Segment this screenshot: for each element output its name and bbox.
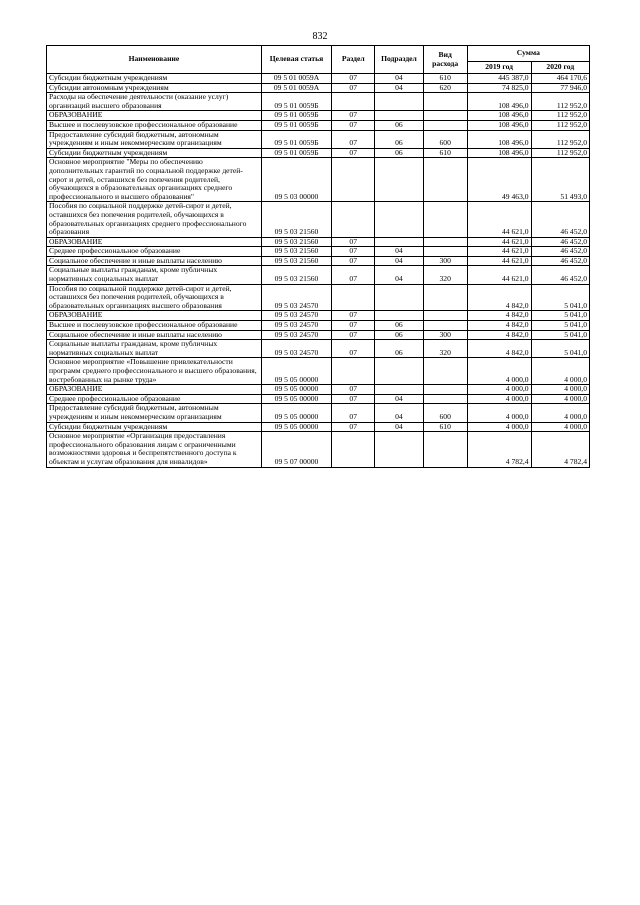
row-expense-type [423,358,467,385]
row-name: Субсидии бюджетным учреждениям [47,74,262,84]
row-sum-2020: 5 041,0 [531,340,589,358]
row-article: 09 5 03 21560 [261,202,331,237]
row-article: 09 5 03 00000 [261,158,331,202]
row-sum-2019: 49 463,0 [467,158,531,202]
row-sum-2019: 4 000,0 [467,358,531,385]
row-sum-2019: 4 842,0 [467,284,531,311]
row-name: ОБРАЗОВАНИЕ [47,111,262,121]
row-subsection: 04 [375,256,423,266]
row-name: Субсидии автономным учреждениям [47,83,262,93]
row-section: 07 [332,237,375,247]
table-row [47,284,590,311]
row-name: ОБРАЗОВАНИЕ [47,311,262,321]
row-subsection: 04 [375,83,423,93]
row-expense-type: 610 [423,148,467,158]
table-row [47,93,590,111]
row-sum-2019: 44 621,0 [467,266,531,284]
row-sum-2020: 112 952,0 [531,111,589,121]
row-section [332,432,375,467]
row-expense-type [423,394,467,404]
row-article: 09 5 03 24570 [261,284,331,311]
header-expense-type: Вид расхода [423,46,467,74]
table-row [47,422,590,432]
row-article: 09 5 07 00000 [261,432,331,467]
row-subsection: 06 [375,321,423,331]
row-sum-2020: 4 000,0 [531,385,589,395]
row-name: Высшее и послевузовское профессиональное образование [47,120,262,130]
row-sum-2020: 4 782,4 [531,432,589,467]
row-sum-2019: 108 496,0 [467,148,531,158]
row-section: 07 [332,385,375,395]
row-subsection: 06 [375,148,423,158]
row-subsection: 06 [375,120,423,130]
row-sum-2019: 4 842,0 [467,330,531,340]
row-sum-2020: 46 452,0 [531,266,589,284]
row-sum-2019: 44 621,0 [467,237,531,247]
row-name: Пособия по социальной поддержке детей-сирот и детей, оставшихся без попечения родителей, обучающихся в образовательных организациях среднего профессионального образования [47,202,262,237]
row-section: 07 [332,111,375,121]
row-sum-2020: 112 952,0 [531,93,589,111]
row-name: Основное мероприятие «Повышение привлекательности программ среднего профессионального и высшего образования, востребованных на рынке труда» [47,358,262,385]
row-article: 09 5 01 0059Б [261,111,331,121]
row-expense-type [423,284,467,311]
row-article: 09 5 01 0059А [261,83,331,93]
row-name: Социальное обеспечение и иные выплаты населению [47,256,262,266]
row-name: Основное мероприятие "Меры по обеспечению дополнительных гарантий по социальной поддержке детей-сирот и детей, оставшихся без попечения родителей, обучающихся в образовательных организациях среднего профессионального и высшего образования" [47,158,262,202]
row-subsection [375,111,423,121]
header-sum: Сумма [467,46,589,62]
row-expense-type: 320 [423,340,467,358]
row-subsection [375,311,423,321]
row-sum-2019: 108 496,0 [467,120,531,130]
row-subsection: 06 [375,130,423,148]
row-sum-2019: 4 000,0 [467,404,531,422]
row-section: 07 [332,74,375,84]
row-sum-2020: 46 452,0 [531,202,589,237]
row-name: Субсидии бюджетным учреждениям [47,148,262,158]
row-expense-type [423,237,467,247]
table-row [47,266,590,284]
row-section: 07 [332,256,375,266]
row-sum-2020: 46 452,0 [531,237,589,247]
table-row [47,321,590,331]
row-section: 07 [332,120,375,130]
row-sum-2019: 108 496,0 [467,111,531,121]
row-section: 07 [332,321,375,331]
row-expense-type: 600 [423,404,467,422]
table-row [47,404,590,422]
row-expense-type [423,202,467,237]
row-expense-type [423,93,467,111]
row-subsection [375,93,423,111]
row-article: 09 5 03 24570 [261,321,331,331]
row-section: 07 [332,148,375,158]
row-expense-type: 300 [423,256,467,266]
row-article: 09 5 05 00000 [261,394,331,404]
row-section: 07 [332,83,375,93]
row-sum-2019: 44 621,0 [467,247,531,257]
row-sum-2020: 4 000,0 [531,358,589,385]
table-row [47,158,590,202]
budget-table [46,45,590,468]
table-row [47,111,590,121]
row-subsection [375,158,423,202]
row-section: 07 [332,311,375,321]
row-article: 09 5 01 0059Б [261,120,331,130]
table-row [47,120,590,130]
row-article: 09 5 05 00000 [261,404,331,422]
row-sum-2020: 464 170,6 [531,74,589,84]
row-article: 09 5 01 0059А [261,74,331,84]
row-name: Расходы на обеспечение деятельности (оказание услуг) организаций высшего образования [47,93,262,111]
table-row [47,130,590,148]
row-expense-type [423,385,467,395]
row-section [332,158,375,202]
row-expense-type: 610 [423,74,467,84]
row-sum-2019: 445 387,0 [467,74,531,84]
row-sum-2019: 108 496,0 [467,130,531,148]
row-name: Среднее профессиональное образование [47,247,262,257]
row-expense-type [423,321,467,331]
row-name: Социальное обеспечение и иные выплаты населению [47,330,262,340]
table-row [47,394,590,404]
row-subsection: 04 [375,404,423,422]
row-article: 09 5 03 21560 [261,247,331,257]
table-body [47,74,590,468]
row-article: 09 5 03 24570 [261,340,331,358]
row-section [332,202,375,237]
row-subsection [375,284,423,311]
table-row [47,256,590,266]
table-row [47,74,590,84]
row-sum-2019: 44 621,0 [467,202,531,237]
row-section: 07 [332,340,375,358]
row-sum-2020: 112 952,0 [531,130,589,148]
row-article: 09 5 05 00000 [261,358,331,385]
row-sum-2020: 4 000,0 [531,394,589,404]
row-subsection: 04 [375,266,423,284]
row-section: 07 [332,422,375,432]
row-article: 09 5 03 21560 [261,266,331,284]
table-row [47,83,590,93]
table-row [47,311,590,321]
row-subsection: 04 [375,422,423,432]
row-expense-type [423,111,467,121]
row-section [332,284,375,311]
row-subsection: 04 [375,394,423,404]
row-article: 09 5 03 21560 [261,237,331,247]
row-sum-2019: 4 000,0 [467,385,531,395]
row-expense-type [423,158,467,202]
row-article: 09 5 03 24570 [261,330,331,340]
row-article: 09 5 03 21560 [261,256,331,266]
row-expense-type [423,120,467,130]
row-name: Социальные выплаты гражданам, кроме публичных нормативных социальных выплат [47,340,262,358]
row-name: Социальные выплаты гражданам, кроме публичных нормативных социальных выплат [47,266,262,284]
row-sum-2020: 112 952,0 [531,148,589,158]
row-section [332,93,375,111]
header-article: Целевая статья [261,46,331,74]
table-row [47,432,590,467]
row-sum-2019: 44 621,0 [467,256,531,266]
table-row [47,358,590,385]
row-article: 09 5 05 00000 [261,385,331,395]
table-header [47,46,590,74]
row-subsection [375,432,423,467]
row-expense-type: 620 [423,83,467,93]
row-name: Среднее профессиональное образование [47,394,262,404]
row-sum-2020: 4 000,0 [531,404,589,422]
row-section [332,358,375,385]
row-sum-2019: 4 842,0 [467,311,531,321]
row-subsection: 06 [375,330,423,340]
row-subsection: 06 [375,340,423,358]
header-section: Раздел [332,46,375,74]
row-name: Субсидии бюджетным учреждениям [47,422,262,432]
header-subsection: Подраздел [375,46,423,74]
row-expense-type: 610 [423,422,467,432]
row-sum-2019: 4 842,0 [467,321,531,331]
row-subsection [375,202,423,237]
page-number: 832 [312,31,328,42]
row-name: Высшее и послевузовское профессиональное образование [47,321,262,331]
header-year-2019: 2019 год [467,62,531,74]
row-sum-2019: 4 000,0 [467,422,531,432]
row-sum-2019: 74 825,0 [467,83,531,93]
row-section: 07 [332,394,375,404]
row-sum-2020: 77 946,0 [531,83,589,93]
row-article: 09 5 03 24570 [261,311,331,321]
table-row [47,237,590,247]
row-sum-2020: 112 952,0 [531,120,589,130]
row-subsection: 04 [375,74,423,84]
row-section: 07 [332,404,375,422]
row-name: ОБРАЗОВАНИЕ [47,385,262,395]
row-subsection: 04 [375,247,423,257]
row-sum-2019: 4 842,0 [467,340,531,358]
row-article: 09 5 01 0059Б [261,93,331,111]
row-sum-2020: 4 000,0 [531,422,589,432]
row-sum-2020: 46 452,0 [531,247,589,257]
row-expense-type [423,432,467,467]
row-expense-type: 600 [423,130,467,148]
row-article: 09 5 05 00000 [261,422,331,432]
row-expense-type [423,311,467,321]
row-sum-2019: 4 782,4 [467,432,531,467]
table-row [47,385,590,395]
row-sum-2019: 4 000,0 [467,394,531,404]
row-sum-2020: 5 041,0 [531,311,589,321]
table-row [47,202,590,237]
row-expense-type [423,247,467,257]
row-sum-2020: 5 041,0 [531,321,589,331]
row-name: ОБРАЗОВАНИЕ [47,237,262,247]
header-year-2020: 2020 год [531,62,589,74]
row-sum-2020: 5 041,0 [531,330,589,340]
row-name: Основное мероприятие «Организация предоставления профессионального образования лицам с ограниченными возможностями здоровья и беспрепятственного доступа к объектам и услугам образования для инвалидов» [47,432,262,467]
row-name: Пособия по социальной поддержке детей-сирот и детей, оставшихся без попечения родителей, обучающихся в образовательных организациях высшего образования [47,284,262,311]
row-expense-type: 320 [423,266,467,284]
table-row [47,340,590,358]
row-expense-type: 300 [423,330,467,340]
table-row [47,148,590,158]
row-article: 09 5 01 0059Б [261,130,331,148]
table-row [47,247,590,257]
row-sum-2020: 51 493,0 [531,158,589,202]
row-subsection [375,358,423,385]
row-section: 07 [332,330,375,340]
row-subsection [375,385,423,395]
row-name: Предоставление субсидий бюджетным, автономным учреждениям и иным некоммерческим организациям [47,130,262,148]
row-name: Предоставление субсидий бюджетным, автономным учреждениям и иным некоммерческим организациям [47,404,262,422]
table-row [47,330,590,340]
row-sum-2020: 46 452,0 [531,256,589,266]
row-section: 07 [332,247,375,257]
row-subsection [375,237,423,247]
row-sum-2019: 108 496,0 [467,93,531,111]
row-section: 07 [332,130,375,148]
row-article: 09 5 01 0059Б [261,148,331,158]
row-sum-2020: 5 041,0 [531,284,589,311]
row-section: 07 [332,266,375,284]
header-name: Наименование [47,46,262,74]
